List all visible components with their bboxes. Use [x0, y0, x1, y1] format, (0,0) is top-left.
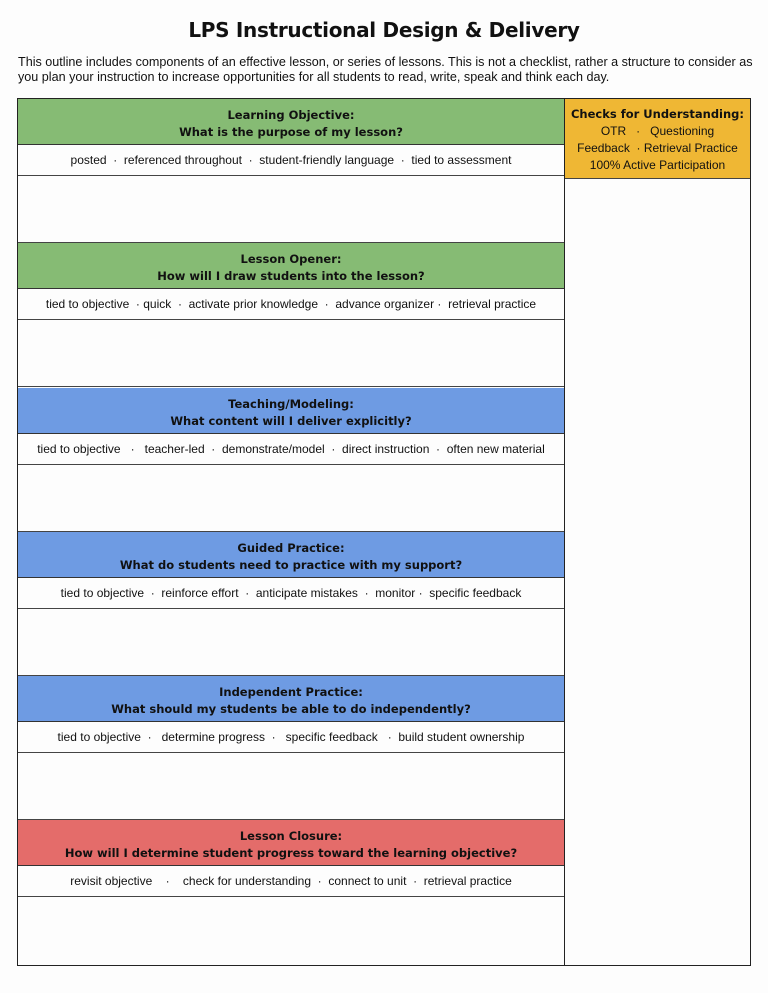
section-header	[18, 532, 564, 578]
section-header	[18, 388, 564, 434]
section-heading: Lesson Opener:	[240, 252, 342, 267]
section-response-area[interactable]	[18, 176, 564, 243]
section-question: What do students need to practice with my support?	[119, 557, 463, 572]
section-lesson-closure	[18, 820, 564, 964]
checks-line: 100% Active Participation	[589, 158, 726, 172]
section-guided-practice	[18, 532, 564, 676]
section-header	[18, 99, 564, 145]
section-heading: Learning Objective:	[227, 108, 355, 122]
section-heading: Guided Practice:	[237, 540, 345, 555]
lesson-sections-column	[18, 99, 565, 965]
section-question: How will I draw students into the lesson?	[157, 269, 425, 284]
section-heading: Teaching/Modeling:	[228, 396, 354, 411]
checks-response-area[interactable]	[565, 179, 750, 965]
section-response-area[interactable]	[18, 609, 564, 676]
section-tags: tied to objective · reinforce effort · anticipate mistakes · monitor · specific feedback	[18, 578, 564, 609]
checks-for-understanding-box	[565, 99, 750, 179]
section-tags: revisit objective · check for understanding · connect to unit · retrieval practice	[18, 866, 564, 897]
checks-line: OTR · Questioning	[600, 124, 715, 138]
section-header	[18, 820, 564, 866]
section-header	[18, 243, 564, 289]
section-teaching-modeling	[18, 388, 564, 532]
section-tags: tied to objective · teacher-led · demonstrate/model · direct instruction · often new material	[18, 434, 564, 465]
section-lesson-opener	[18, 243, 564, 387]
section-independent-practice	[18, 676, 564, 820]
section-heading: Lesson Closure:	[239, 829, 343, 844]
section-header	[18, 676, 564, 722]
intro-text: This outline includes components of an effective lesson, or series of lessons. This is not a checklist, rather a structure to consider as you plan your instruction to increase opportunities for all students to read, write, speak and think each day.	[18, 55, 753, 84]
section-response-area[interactable]	[18, 320, 564, 387]
section-heading: Independent Practice:	[219, 685, 363, 700]
checks-line: Feedback · Retrieval Practice	[577, 141, 738, 155]
section-question: What content will I deliver explicitly?	[170, 413, 412, 428]
checks-heading: Checks for Understanding:	[570, 107, 745, 121]
section-tags: tied to objective · quick · activate prior knowledge · advance organizer · retrieval practice	[18, 289, 564, 320]
lesson-plan-table	[17, 98, 751, 966]
section-response-area[interactable]	[18, 465, 564, 532]
section-question: What should my students be able to do independently?	[111, 702, 471, 717]
checks-column	[565, 99, 750, 965]
section-response-area[interactable]	[18, 753, 564, 820]
page-title: LPS Instructional Design & Delivery	[188, 18, 580, 42]
section-question: What is the purpose of my lesson?	[179, 125, 403, 139]
section-learning-objective	[18, 99, 564, 243]
section-question: How will I determine student progress toward the learning objective?	[64, 846, 518, 861]
section-tags: posted · referenced throughout · student-friendly language · tied to assessment	[18, 145, 564, 176]
section-response-area[interactable]	[18, 897, 564, 964]
section-tags: tied to objective · determine progress · specific feedback · build student ownership	[18, 722, 564, 753]
